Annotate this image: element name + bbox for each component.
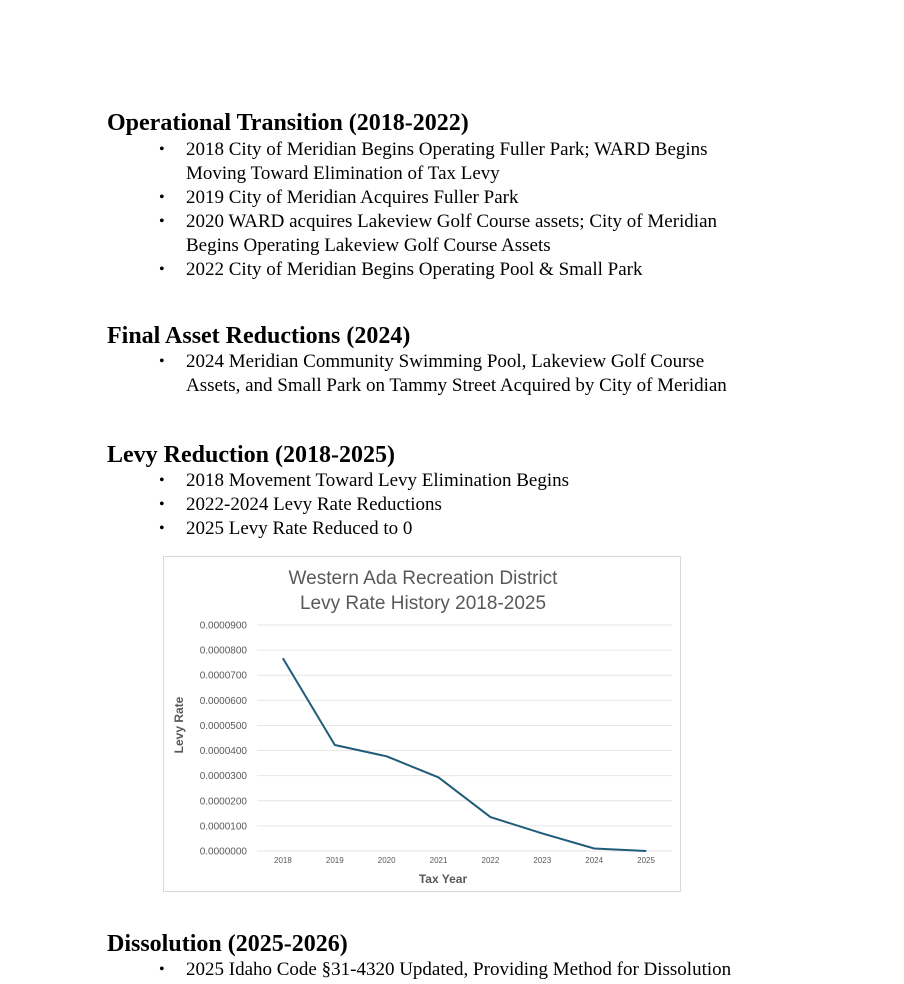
chart-series [282, 658, 646, 852]
data-point [542, 833, 543, 834]
list-item-text: 2025 Levy Rate Reduced to 0 [186, 518, 413, 539]
chart-canvas [164, 557, 682, 893]
list-item [107, 493, 786, 517]
list-item-text: 2022 City of Meridian Begins Operating Pool & Small Park [186, 259, 643, 280]
bullet-icon: • [159, 141, 165, 158]
bullet-icon: • [159, 961, 165, 978]
list-item-text: 2022-2024 Levy Rate Reductions [186, 494, 442, 515]
y-tick-label: 0.0000600 [199, 695, 247, 707]
levy-rate-chart [163, 556, 681, 892]
bullet-icon: • [159, 472, 165, 489]
section-heading: Levy Reduction (2018-2025) [107, 442, 395, 468]
chart-gridlines [257, 625, 672, 851]
list-item-text: Begins Operating Lakeview Golf Course Assets [186, 235, 551, 256]
y-tick-label: 0.0000400 [199, 746, 247, 758]
list-item [107, 186, 786, 210]
list-item-text: 2019 City of Meridian Acquires Fuller Park [186, 187, 519, 208]
x-axis-ticks [274, 856, 655, 865]
list-item-text: 2018 Movement Toward Levy Elimination Begins [186, 470, 570, 491]
x-tick-label: 2022 [481, 856, 500, 865]
y-tick-label: 0.0000300 [199, 771, 247, 783]
section-heading: Final Asset Reductions (2024) [107, 323, 411, 349]
x-tick-label: 2021 [429, 856, 448, 865]
x-axis-label: Tax Year [418, 872, 468, 886]
data-point [334, 745, 335, 746]
y-tick-label: 0.0000900 [199, 620, 247, 632]
y-tick-label: 0.0000000 [199, 846, 247, 858]
x-tick-label: 2019 [325, 856, 344, 865]
data-point [282, 658, 283, 659]
y-axis-label: Levy Rate [172, 696, 186, 754]
x-tick-label: 2025 [637, 856, 655, 865]
list-item [107, 138, 786, 186]
bullet-icon: • [159, 189, 165, 206]
series-line [283, 658, 646, 851]
x-tick-label: 2020 [377, 856, 396, 865]
list-item-text: Assets, and Small Park on Tammy Street Acquired by City of Meridian [186, 375, 727, 396]
y-tick-label: 0.0000800 [199, 645, 247, 657]
data-point [490, 817, 491, 818]
x-tick-label: 2018 [274, 856, 292, 865]
section-heading: Operational Transition (2018-2022) [107, 110, 469, 136]
y-tick-label: 0.0000200 [199, 796, 247, 808]
list-item [107, 210, 786, 258]
list-item-text: 2025 Idaho Code §31-4320 Updated, Providing Method for Dissolution [186, 959, 732, 980]
list-item [107, 469, 786, 493]
chart-title-line-2: Levy Rate History 2018-2025 [299, 593, 547, 614]
list-item-text: 2020 WARD acquires Lakeview Golf Course assets; City of Meridian [186, 211, 718, 232]
bullet-icon: • [159, 261, 165, 278]
list-item [107, 258, 786, 282]
section-operational-transition [107, 109, 867, 282]
data-point [438, 777, 439, 778]
list-item-text: 2024 Meridian Community Swimming Pool, Lakeview Golf Course [186, 351, 705, 372]
chart-title-line-1: Western Ada Recreation District [288, 568, 558, 589]
bullet-icon: • [159, 496, 165, 513]
list-item-text: Moving Toward Elimination of Tax Levy [186, 163, 500, 184]
data-point [646, 851, 647, 852]
bullet-icon: • [159, 520, 165, 537]
y-tick-label: 0.0000500 [199, 720, 247, 732]
bullet-list [107, 469, 867, 541]
list-item [107, 350, 866, 398]
data-point [594, 848, 595, 849]
section-heading: Dissolution (2025-2026) [107, 931, 348, 957]
data-point [386, 756, 387, 757]
list-item [107, 958, 886, 982]
section-levy-reduction [107, 441, 867, 541]
list-item-text: 2018 City of Meridian Begins Operating Fuller Park; WARD Begins [186, 139, 708, 160]
y-tick-label: 0.0000100 [199, 821, 247, 833]
bullet-icon: • [159, 213, 165, 230]
x-tick-label: 2024 [585, 856, 604, 865]
x-tick-label: 2023 [533, 856, 552, 865]
section-final-asset-reductions [107, 322, 867, 398]
y-axis-ticks [200, 621, 248, 858]
y-tick-label: 0.0000700 [199, 670, 247, 682]
section-dissolution [107, 930, 867, 982]
bullet-icon: • [159, 353, 165, 370]
bullet-list [107, 138, 867, 282]
bullet-list [107, 958, 867, 982]
list-item [107, 517, 786, 541]
bullet-list [107, 350, 867, 398]
